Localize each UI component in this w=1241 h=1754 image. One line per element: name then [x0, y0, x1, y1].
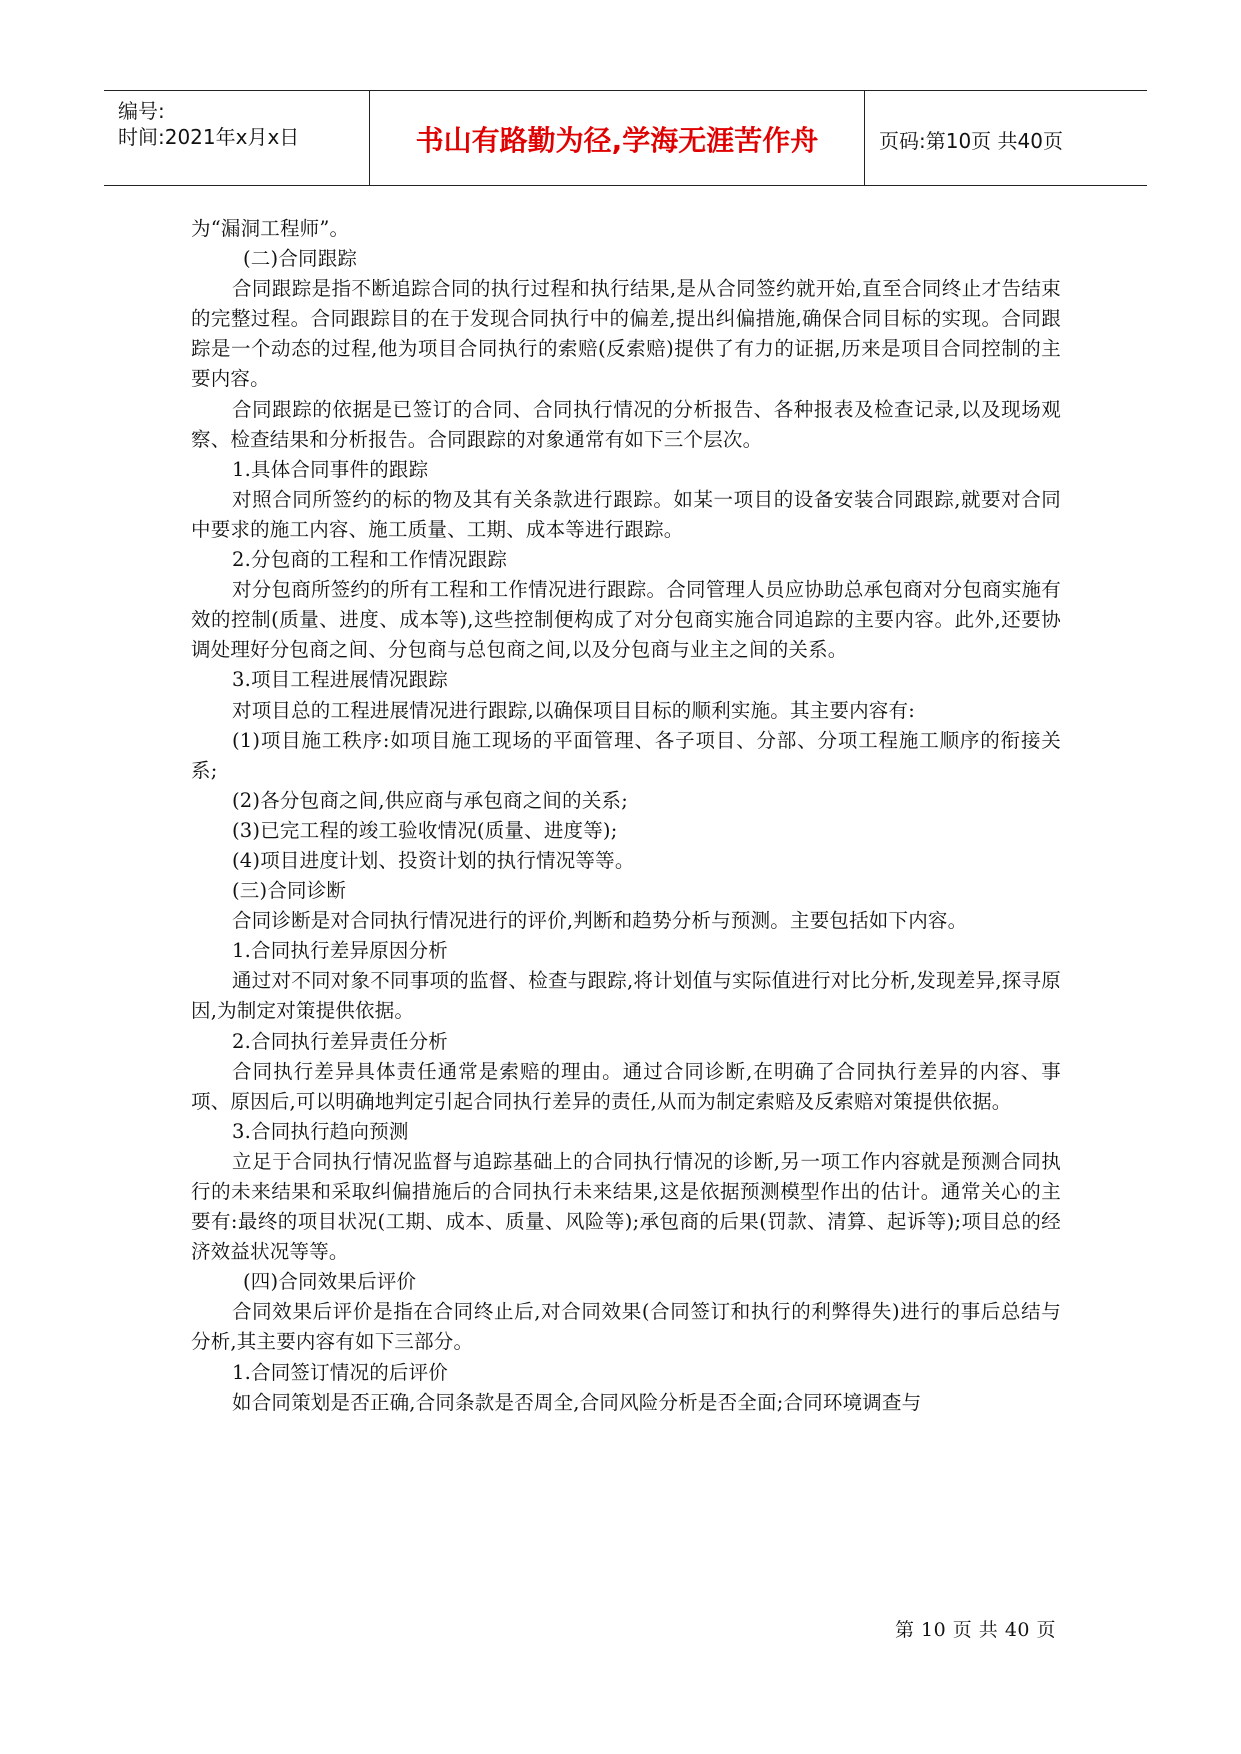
- paragraph: 对照合同所签约的标的物及其有关条款进行跟踪。如某一项目的设备安装合同跟踪,就要对合同中要求的施工内容、施工质量、工期、成本等进行跟踪。: [191, 487, 1061, 541]
- paragraph: 3.合同执行趋向预测: [232, 1119, 409, 1143]
- paragraph: 合同跟踪的依据是已签订的合同、合同执行情况的分析报告、各种报表及检查记录,以及现场观察、检查结果和分析报告。合同跟踪的对象通常有如下三个层次。: [191, 397, 1061, 451]
- header-page-cell: [865, 91, 1147, 185]
- paragraph: 对项目总的工程进展情况进行跟踪,以确保项目目标的顺利实施。其主要内容有:: [232, 698, 915, 722]
- paragraph: 合同跟踪是指不断追踪合同的执行过程和执行结果,是从合同签约就开始,直至合同终止才告结束的完整过程。合同跟踪目的在于发现合同执行中的偏差,提出纠偏措施,确保合同目标的实现。合同跟踪是一个动态的过程,他为项目合同执行的索赔(反索赔)提供了有力的证据,历来是项目合同控制的主要内容。: [191, 277, 1061, 391]
- paragraph: (4)项目进度计划、投资计划的执行情况等等。: [232, 848, 635, 872]
- paragraph: (1)项目施工秩序:如项目施工现场的平面管理、各子项目、分部、分项工程施工顺序的衔接关系;: [191, 728, 1061, 782]
- paragraph: (2)各分包商之间,供应商与承包商之间的关系;: [232, 788, 628, 812]
- page-footer: 第 10 页 共 40 页: [895, 1619, 1057, 1641]
- paragraph: 1.合同执行差异原因分析: [232, 939, 449, 963]
- paragraph: 为“漏洞工程师”。: [191, 217, 350, 240]
- header-left-cell: [104, 91, 370, 185]
- header-motto-cell: [370, 91, 865, 185]
- document-number-label: 编号:: [118, 99, 165, 123]
- paragraph: 通过对不同对象不同事项的监督、检查与跟踪,将计划值与实际值进行对比分析,发现差异,探寻原因,为制定对策提供依据。: [191, 969, 1061, 1023]
- page-header: [104, 90, 1147, 186]
- paragraph: (三)合同诊断: [232, 879, 347, 903]
- paragraph: 对分包商所签约的所有工程和工作情况进行跟踪。合同管理人员应协助总承包商对分包商实施有效的控制(质量、进度、成本等),这些控制便构成了对分包商实施合同追踪的主要内容。此外,还要协调处理好分包商之间、分包商与总包商之间,以及分包商与业主之间的关系。: [191, 578, 1061, 662]
- paragraph: 合同执行差异具体责任通常是索赔的理由。通过合同诊断,在明确了合同执行差异的内容、事项、原因后,可以明确地判定引起合同执行差异的责任,从而为制定索赔及反索赔对策提供依据。: [191, 1059, 1061, 1113]
- paragraph: 2.合同执行差异责任分析: [232, 1029, 449, 1053]
- document-time-label: 时间:2021年x月x日: [118, 125, 300, 149]
- header-page-info: 页码:第10页 共40页: [879, 129, 1063, 153]
- paragraph: (3)已完工程的竣工验收情况(质量、进度等);: [232, 818, 618, 842]
- paragraph: 合同效果后评价是指在合同终止后,对合同效果(合同签订和执行的利弊得失)进行的事后总结与分析,其主要内容有如下三部分。: [191, 1300, 1061, 1354]
- paragraph: 合同诊断是对合同执行情况进行的评价,判断和趋势分析与预测。主要包括如下内容。: [232, 909, 968, 933]
- paragraph: (二)合同跟踪: [243, 247, 358, 271]
- paragraph: 1.具体合同事件的跟踪: [232, 457, 429, 481]
- paragraph: (四)合同效果后评价: [243, 1270, 417, 1294]
- paragraph: 3.项目工程进展情况跟踪: [232, 668, 449, 692]
- header-motto: 书山有路勤为径,学海无涯苦作舟: [415, 124, 819, 157]
- paragraph: 1.合同签订情况的后评价: [232, 1360, 449, 1384]
- document-body: [191, 214, 1061, 1418]
- paragraph: 2.分包商的工程和工作情况跟踪: [232, 548, 508, 572]
- paragraph: 立足于合同执行情况监督与追踪基础上的合同执行情况的诊断,另一项工作内容就是预测合同执行的未来结果和采取纠偏措施后的合同执行未来结果,这是依据预测模型作出的估计。通常关心的主要有:最终的项目状况(工期、成本、质量、风险等);承包商的后果(罚款、清算、起诉等);项目总的经济效益状况等等。: [191, 1149, 1061, 1264]
- paragraph: 如合同策划是否正确,合同条款是否周全,合同风险分析是否全面;合同环境调查与: [232, 1390, 922, 1414]
